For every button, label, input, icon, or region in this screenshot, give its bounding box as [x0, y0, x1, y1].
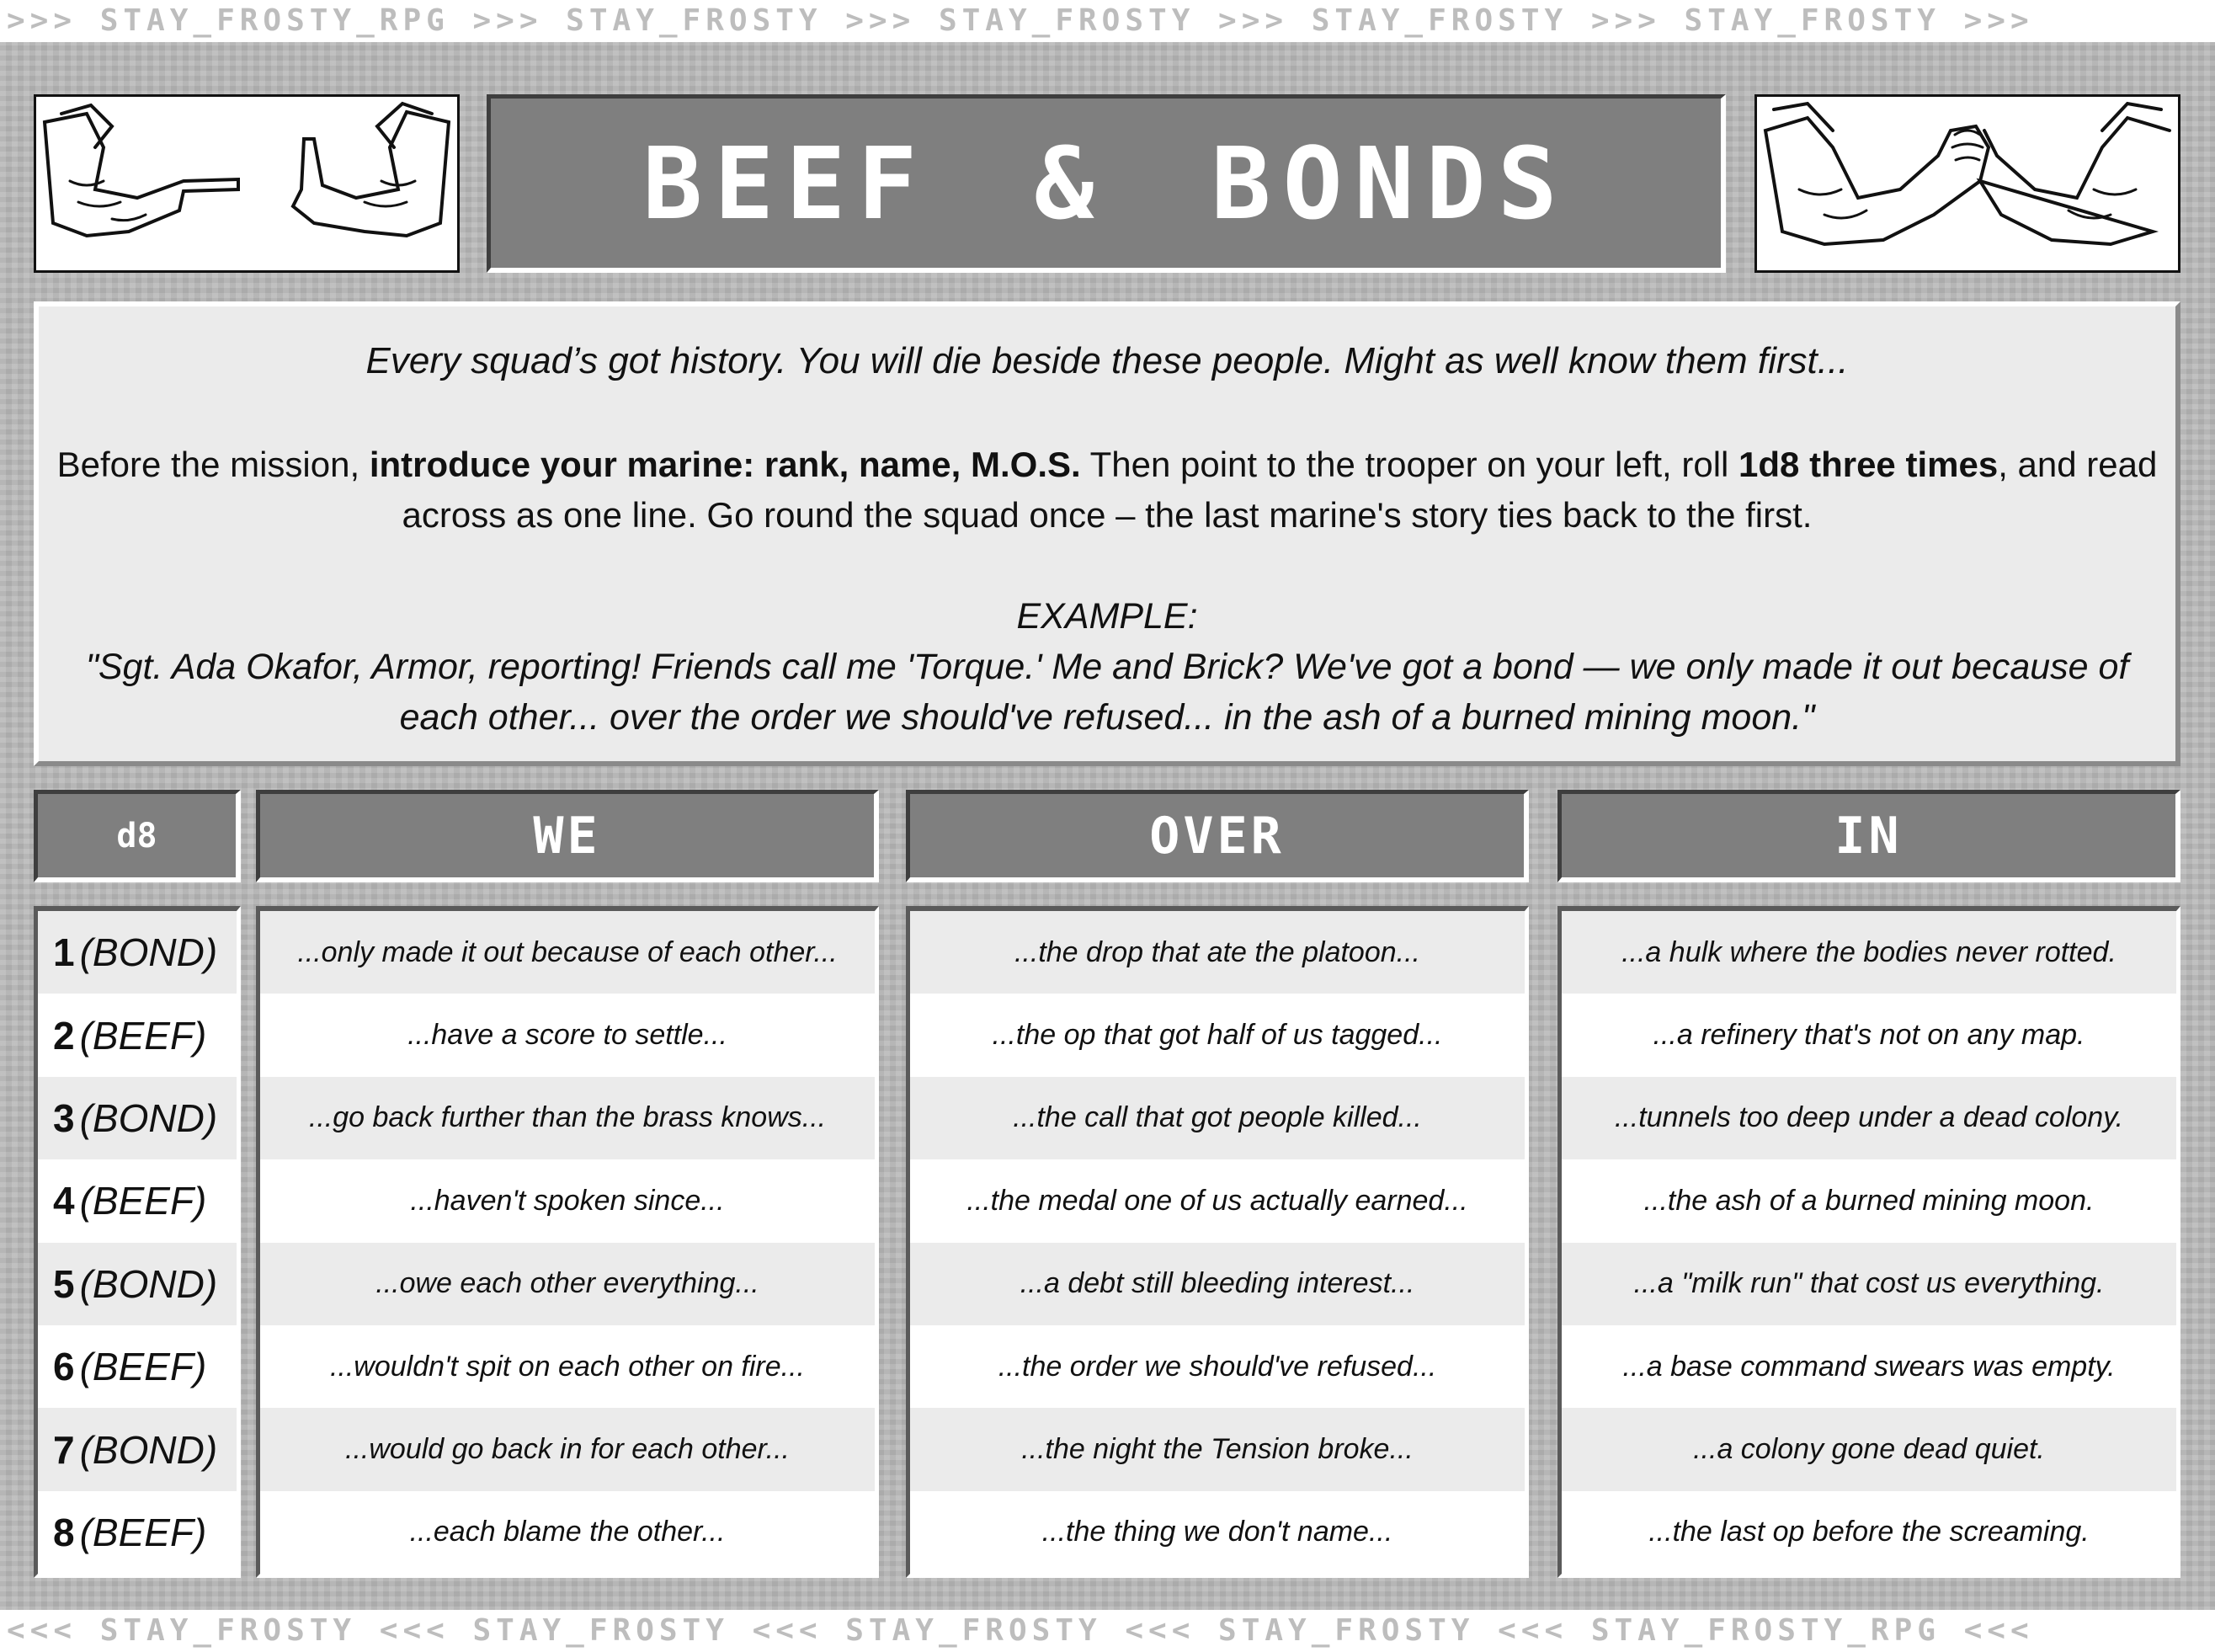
in-cell: ...a "milk run" that cost us everything.: [1562, 1243, 2176, 1325]
bond-illustration-icon: [1754, 94, 2180, 273]
in-column: [1557, 906, 2180, 1578]
we-column: [256, 906, 879, 1578]
roll-type: (BOND): [79, 1261, 218, 1306]
roll-number: 4: [53, 1179, 75, 1223]
d8-row: [38, 1325, 237, 1408]
in-cell: ...tunnels too deep under a dead colony.: [1562, 1077, 2176, 1159]
header-d8: d8: [34, 790, 241, 882]
d8-row: [38, 1491, 237, 1574]
we-cell: ...have a score to settle...: [260, 994, 875, 1076]
bottom-ticker: <<< STAY_FROSTY <<< STAY_FROSTY <<< STAY_FROSTY <<< STAY_FROSTY <<< STAY_FROSTY_RPG <<<: [0, 1610, 2215, 1652]
roll-number: 5: [53, 1261, 75, 1306]
roll-number: 1: [53, 930, 75, 975]
in-cell: ...a base command swears was empty.: [1562, 1325, 2176, 1408]
over-cell: ...the order we should've refused...: [910, 1325, 1525, 1408]
in-cell: ...a colony gone dead quiet.: [1562, 1408, 2176, 1490]
d8-row: [38, 1077, 237, 1159]
we-cell: ...would go back in for each other...: [260, 1408, 875, 1490]
in-cell: ...the last op before the screaming.: [1562, 1491, 2176, 1574]
beef-illustration-icon: [34, 94, 460, 273]
roll-number: 8: [53, 1510, 75, 1554]
over-cell: ...the op that got half of us tagged...: [910, 994, 1525, 1076]
d8-column: [34, 906, 241, 1578]
over-cell: ...the medal one of us actually earned...: [910, 1159, 1525, 1242]
over-cell: ...the night the Tension broke...: [910, 1408, 1525, 1490]
roll-type: (BOND): [79, 1095, 218, 1140]
d8-row: [38, 1159, 237, 1242]
header-over: OVER: [906, 790, 1529, 882]
over-column: [906, 906, 1529, 1578]
roll-type: (BOND): [79, 930, 218, 975]
in-cell: ...a refinery that's not on any map.: [1562, 994, 2176, 1076]
roll-number: 7: [53, 1427, 75, 1472]
we-cell: ...only made it out because of each other...: [260, 911, 875, 994]
we-cell: ...wouldn't spit on each other on fire...: [260, 1325, 875, 1408]
d8-row: [38, 994, 237, 1076]
header-we: WE: [256, 790, 879, 882]
in-cell: ...a hulk where the bodies never rotted.: [1562, 911, 2176, 994]
we-cell: ...owe each other everything...: [260, 1243, 875, 1325]
over-cell: ...a debt still bleeding interest...: [910, 1243, 1525, 1325]
roll-number: 2: [53, 1013, 75, 1058]
roll-number: 3: [53, 1095, 75, 1140]
intro-panel: [34, 301, 2180, 766]
title-banner: [487, 94, 1726, 273]
in-cell: ...the ash of a burned mining moon.: [1562, 1159, 2176, 1242]
d8-row: [38, 911, 237, 994]
we-cell: ...go back further than the brass knows...: [260, 1077, 875, 1159]
intro-instructions: Before the mission, introduce your marine: rank, name, M.O.S. Then point to the trooper on your left, roll 1d8 three times, and read across as one line. Go round the squad once – the last marine's story ties back to the first.: [56, 445, 2158, 535]
intro-example: [56, 591, 2159, 743]
roll-type: (BOND): [79, 1427, 218, 1472]
we-cell: ...haven't spoken since...: [260, 1159, 875, 1242]
header-in: IN: [1557, 790, 2180, 882]
top-ticker: >>> STAY_FROSTY_RPG >>> STAY_FROSTY >>> STAY_FROSTY >>> STAY_FROSTY >>> STAY_FROSTY >>>: [0, 0, 2215, 42]
example-text: "Sgt. Ada Okafor, Armor, reporting! Friends call me 'Torque.' Me and Brick? We've got a bond — we only made it out because of each other... over the order we should've refused... in the ash of a burned mining moon.": [85, 647, 2129, 738]
d8-row: [38, 1408, 237, 1490]
roll-type: (BEEF): [79, 1510, 207, 1554]
over-cell: ...the thing we don't name...: [910, 1491, 1525, 1574]
intro-tagline: Every squad’s got history. You will die beside these people. Might as well know them first...: [365, 340, 1849, 381]
over-cell: ...the call that got people killed...: [910, 1077, 1525, 1159]
pointing-and-middle-finger-icon: [36, 97, 457, 270]
over-cell: ...the drop that ate the platoon...: [910, 911, 1525, 994]
roll-type: (BEEF): [79, 1179, 207, 1223]
roll-type: (BEEF): [79, 1013, 207, 1058]
page-title: BEEF & BONDS: [642, 125, 1569, 242]
arm-wrestling-handshake-icon: [1757, 97, 2178, 270]
d8-row: [38, 1243, 237, 1325]
roll-type: (BEEF): [79, 1345, 207, 1389]
roll-number: 6: [53, 1345, 75, 1389]
example-label: EXAMPLE:: [1016, 596, 1198, 637]
we-cell: ...each blame the other...: [260, 1491, 875, 1574]
